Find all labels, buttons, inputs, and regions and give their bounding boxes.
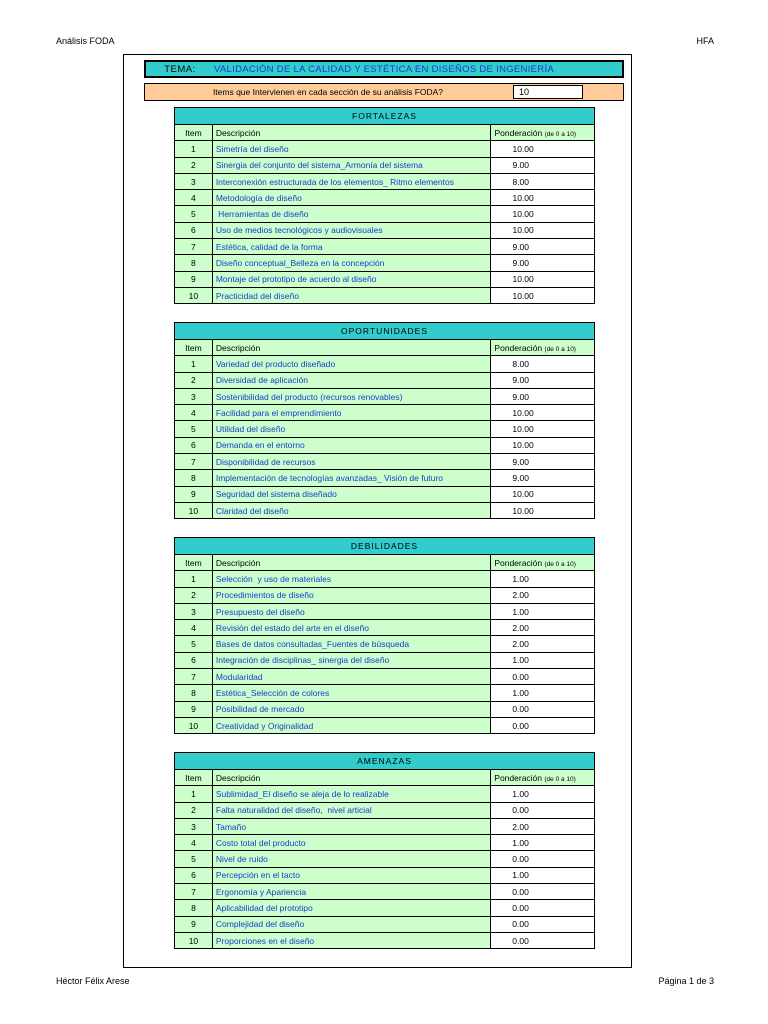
fortalezas-table [174, 107, 595, 304]
description-cell[interactable]: Creatividad y Originalidad [212, 717, 490, 733]
description-cell[interactable]: Utilidad del diseño [212, 421, 491, 437]
description-cell[interactable]: Sublimidad_El diseño se aleja de lo realizable [212, 786, 490, 802]
item-number-cell: 6 [175, 437, 213, 453]
item-number-cell: 5 [175, 421, 213, 437]
table-row [175, 141, 595, 157]
column-header-item: Item [175, 340, 213, 356]
weight-header-range: (de 0 a 10) [544, 345, 576, 353]
table-row [175, 271, 595, 287]
item-number-cell: 9 [175, 271, 213, 287]
weight-cell[interactable]: 10.00 [491, 421, 595, 437]
items-count-field[interactable]: 10 [513, 85, 583, 99]
column-header-description: Descripción [212, 770, 490, 786]
description-cell[interactable]: Tamaño [212, 818, 490, 834]
table-row [175, 372, 595, 388]
description-cell[interactable]: Integración de disciplinas_ sinergia del diseño [212, 652, 490, 668]
table-row [175, 587, 595, 603]
table-row [175, 786, 595, 802]
table-row [175, 437, 595, 453]
description-cell[interactable]: Revisión del estado del arte en el diseño [212, 620, 490, 636]
item-number-cell: 3 [175, 388, 213, 404]
item-number-cell: 2 [175, 587, 213, 603]
weight-cell[interactable]: 9.00 [491, 157, 595, 173]
weight-cell[interactable]: 0.00 [491, 717, 595, 733]
weight-header-label: Ponderación [494, 557, 543, 568]
weight-cell[interactable]: 2.00 [491, 818, 595, 834]
description-cell[interactable]: Modularidad [212, 669, 490, 685]
item-number-cell: 7 [175, 884, 213, 900]
description-cell[interactable]: Claridad del diseño [212, 502, 491, 518]
table-row [175, 222, 595, 238]
item-number-cell: 2 [175, 802, 213, 818]
table-row [175, 454, 595, 470]
description-cell[interactable]: Sinergia del conjunto del sistema_Armonía del sistema [212, 157, 491, 173]
item-number-cell: 2 [175, 372, 213, 388]
description-cell[interactable]: Disponibilidad de recursos [212, 454, 491, 470]
weight-cell[interactable]: 1.00 [491, 685, 595, 701]
table-row [175, 717, 595, 733]
table-row [175, 603, 595, 619]
weight-cell[interactable]: 2.00 [491, 620, 595, 636]
description-cell[interactable]: Interconexión estructurada de los elementos_ Ritmo elementos [212, 173, 491, 189]
table-row [175, 900, 595, 916]
item-number-cell: 8 [175, 900, 213, 916]
weight-cell[interactable]: 0.00 [491, 851, 595, 867]
weight-header-range: (de 0 a 10) [544, 130, 577, 138]
description-cell[interactable]: Seguridad del sistema diseñado [212, 486, 491, 502]
item-number-cell: 9 [175, 916, 213, 932]
item-number-cell: 1 [175, 571, 213, 587]
column-header-item: Item [175, 555, 213, 571]
table-row [175, 388, 595, 404]
description-cell[interactable]: Percepción en el tacto [212, 867, 490, 883]
item-number-cell: 5 [175, 206, 213, 222]
item-number-cell: 3 [175, 603, 213, 619]
weight-header-label: Ponderación [494, 127, 543, 138]
tema-bar [144, 60, 624, 78]
weight-cell[interactable]: 10.00 [491, 206, 595, 222]
weight-cell[interactable]: 1.00 [491, 652, 595, 668]
weight-cell[interactable]: 0.00 [491, 900, 595, 916]
weight-cell[interactable]: 8.00 [491, 356, 595, 372]
weight-cell[interactable]: 9.00 [491, 388, 595, 404]
weight-cell[interactable]: 10.00 [491, 141, 595, 157]
column-header-description: Descripción [212, 125, 491, 141]
page-header-left: Análisis FODA [56, 36, 115, 46]
column-header-item: Item [175, 125, 213, 141]
table-row [175, 620, 595, 636]
table-row [175, 685, 595, 701]
weight-header-range: (de 0 a 10) [544, 775, 576, 783]
weight-cell[interactable]: 10.00 [491, 287, 595, 303]
weight-cell[interactable]: 1.00 [491, 603, 595, 619]
description-cell[interactable]: Posibilidad de mercado [212, 701, 490, 717]
oportunidades-table [174, 322, 595, 519]
description-cell[interactable]: Costo total del producto [212, 835, 490, 851]
table-row [175, 916, 595, 932]
weight-cell[interactable]: 1.00 [491, 786, 595, 802]
description-cell[interactable]: Presupuesto del diseño [212, 603, 490, 619]
table-row [175, 636, 595, 652]
item-number-cell: 5 [175, 851, 213, 867]
item-number-cell: 1 [175, 786, 213, 802]
table-row [175, 173, 595, 189]
table-row [175, 502, 595, 518]
page-footer-right: Página 1 de 3 [658, 976, 714, 986]
items-question-row [144, 83, 624, 101]
item-number-cell: 10 [175, 932, 213, 948]
item-number-cell: 7 [175, 669, 213, 685]
description-cell[interactable]: Simetría del diseño [212, 141, 491, 157]
description-cell[interactable]: Facilidad para el emprendimiento [212, 405, 491, 421]
table-row [175, 835, 595, 851]
table-row [175, 356, 595, 372]
description-cell[interactable]: Nivel de ruido [212, 851, 490, 867]
weight-cell[interactable]: 1.00 [491, 867, 595, 883]
description-cell[interactable]: Implementación de tecnologías avanzadas_ Visión de futuro [212, 470, 491, 486]
tema-value: VALIDACIÓN DE LA CALIDAD Y ESTÉTICA EN DISEÑOS DE INGENIERÍA [214, 63, 555, 75]
description-cell[interactable]: Herramientas de diseño [212, 206, 491, 222]
weight-cell[interactable]: 10.00 [491, 437, 595, 453]
weight-cell[interactable]: 10.00 [491, 222, 595, 238]
item-number-cell: 1 [175, 141, 213, 157]
description-cell[interactable]: Variedad del producto diseñado [212, 356, 491, 372]
description-cell[interactable]: Complejidad del diseño [212, 916, 490, 932]
description-cell[interactable]: Uso de medios tecnológicos y audiovisuales [212, 222, 491, 238]
table-row [175, 255, 595, 271]
column-header-weight [491, 555, 595, 571]
weight-cell[interactable]: 0.00 [491, 916, 595, 932]
weight-cell[interactable]: 0.00 [491, 701, 595, 717]
item-number-cell: 7 [175, 239, 213, 255]
description-cell[interactable]: Falta naturalidad del diseño, nivel articial [212, 802, 490, 818]
item-number-cell: 8 [175, 685, 213, 701]
weight-header-label: Ponderación [494, 772, 543, 783]
item-number-cell: 10 [175, 287, 213, 303]
weight-cell[interactable]: 10.00 [491, 190, 595, 206]
page-header-right: HFA [696, 36, 714, 46]
column-header-weight [491, 125, 595, 141]
item-number-cell: 3 [175, 173, 213, 189]
weight-cell[interactable]: 0.00 [491, 669, 595, 685]
item-number-cell: 10 [175, 502, 213, 518]
table-row [175, 802, 595, 818]
item-number-cell: 3 [175, 818, 213, 834]
table-row [175, 405, 595, 421]
column-header-description: Descripción [212, 340, 491, 356]
description-cell[interactable]: Estética, calidad de la forma [212, 239, 491, 255]
weight-cell[interactable]: 10.00 [491, 271, 595, 287]
table-row [175, 571, 595, 587]
item-number-cell: 8 [175, 470, 213, 486]
item-number-cell: 4 [175, 405, 213, 421]
weight-header-label: Ponderación [494, 342, 543, 353]
weight-cell[interactable]: 8.00 [491, 173, 595, 189]
item-number-cell: 4 [175, 190, 213, 206]
table-row [175, 239, 595, 255]
weight-cell[interactable]: 9.00 [491, 255, 595, 271]
weight-cell[interactable]: 0.00 [491, 884, 595, 900]
description-cell[interactable]: Bases de datos consultadas_Fuentes de búsqueda [212, 636, 490, 652]
description-cell[interactable]: Demanda en el entorno [212, 437, 491, 453]
table-row [175, 884, 595, 900]
table-row [175, 157, 595, 173]
table-row [175, 851, 595, 867]
description-cell[interactable]: Aplicabilidad del prototipo [212, 900, 490, 916]
description-cell[interactable]: Estética_Selección de colores [212, 685, 490, 701]
table-row [175, 669, 595, 685]
debilidades-table [174, 537, 595, 734]
table-row [175, 190, 595, 206]
item-number-cell: 8 [175, 255, 213, 271]
column-header-weight [491, 340, 595, 356]
item-number-cell: 4 [175, 835, 213, 851]
table-row [175, 701, 595, 717]
description-cell[interactable]: Proporciones en el diseño [212, 932, 490, 948]
table-row [175, 652, 595, 668]
item-number-cell: 6 [175, 867, 213, 883]
table-row [175, 470, 595, 486]
description-cell[interactable]: Selección y uso de materiales [212, 571, 490, 587]
column-header-item: Item [175, 770, 213, 786]
item-number-cell: 4 [175, 620, 213, 636]
page-footer-left: Héctor Félix Arese [56, 976, 130, 986]
table-row [175, 421, 595, 437]
weight-cell[interactable]: 9.00 [491, 470, 595, 486]
weight-cell[interactable]: 0.00 [491, 932, 595, 948]
weight-cell[interactable]: 10.00 [491, 486, 595, 502]
item-number-cell: 6 [175, 222, 213, 238]
table-row [175, 932, 595, 948]
description-cell[interactable]: Diversidad de aplicación [212, 372, 491, 388]
description-cell[interactable]: Practicidad del diseño [212, 287, 491, 303]
item-number-cell: 5 [175, 636, 213, 652]
description-cell[interactable]: Ergonomía y Apariencia [212, 884, 490, 900]
item-number-cell: 9 [175, 701, 213, 717]
weight-cell[interactable]: 10.00 [491, 405, 595, 421]
table-row [175, 206, 595, 222]
section-title: DEBILIDADES [175, 538, 595, 555]
column-header-weight [491, 770, 595, 786]
description-cell[interactable]: Diseño conceptual_Belleza en la concepción [212, 255, 491, 271]
amenazas-table [174, 752, 595, 949]
weight-header-range: (de 0 a 10) [544, 560, 576, 568]
item-number-cell: 2 [175, 157, 213, 173]
table-row [175, 486, 595, 502]
section-title: FORTALEZAS [175, 108, 595, 125]
column-header-description: Descripción [212, 555, 490, 571]
table-row [175, 818, 595, 834]
item-number-cell: 6 [175, 652, 213, 668]
weight-cell[interactable]: 10.00 [491, 502, 595, 518]
items-question-label: Items que Intervienen en cada sección de su análisis FODA? [212, 87, 444, 97]
weight-cell[interactable]: 9.00 [491, 239, 595, 255]
description-cell[interactable]: Sostenibilidad del producto (recursos renovables) [212, 388, 491, 404]
table-row [175, 867, 595, 883]
section-title: OPORTUNIDADES [175, 323, 595, 340]
item-number-cell: 7 [175, 454, 213, 470]
weight-cell[interactable]: 2.00 [491, 636, 595, 652]
weight-cell[interactable]: 9.00 [491, 454, 595, 470]
tema-label: TEMA: [164, 63, 196, 75]
table-row [175, 287, 595, 303]
description-cell[interactable]: Metodología de diseño [212, 190, 491, 206]
description-cell[interactable]: Montaje del prototipo de acuerdo al diseño [212, 271, 491, 287]
weight-cell[interactable]: 1.00 [491, 835, 595, 851]
item-number-cell: 9 [175, 486, 213, 502]
description-cell[interactable]: Procedimientos de diseño [212, 587, 490, 603]
item-number-cell: 1 [175, 356, 213, 372]
weight-cell[interactable]: 1.00 [491, 571, 595, 587]
weight-cell[interactable]: 9.00 [491, 372, 595, 388]
section-title: AMENAZAS [175, 753, 595, 770]
weight-cell[interactable]: 0.00 [491, 802, 595, 818]
weight-cell[interactable]: 2.00 [491, 587, 595, 603]
item-number-cell: 10 [175, 717, 213, 733]
